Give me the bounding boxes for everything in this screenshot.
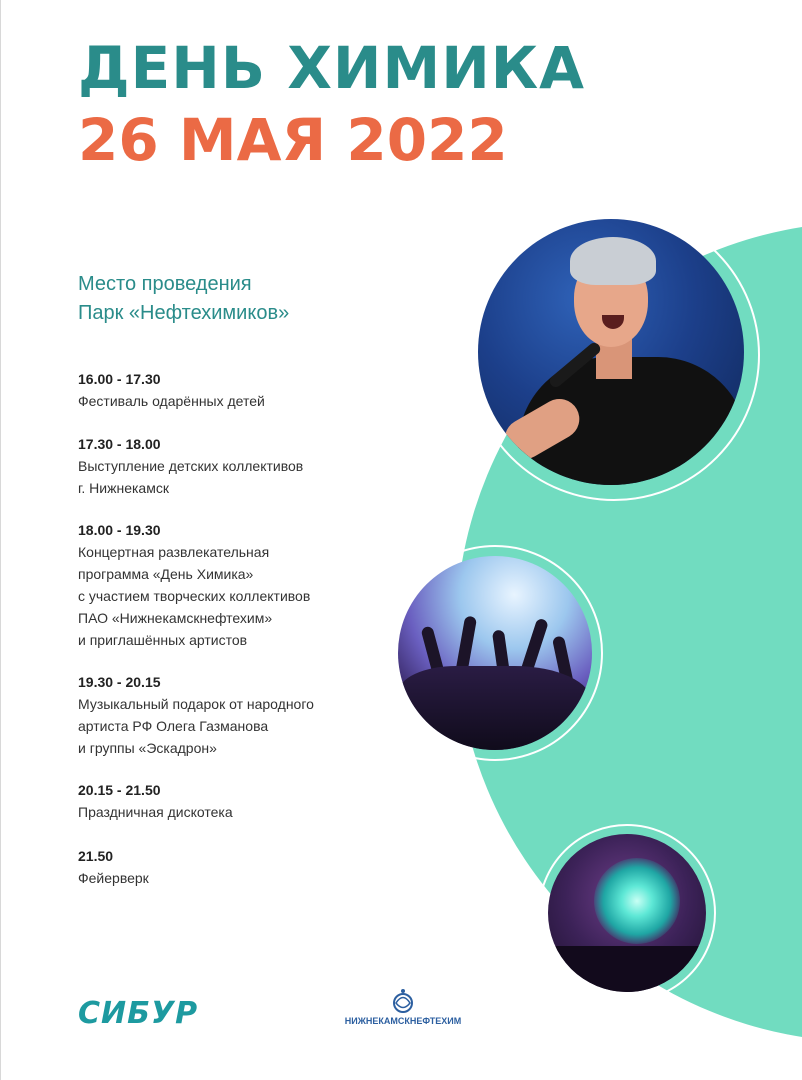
venue-label: Место проведения [78, 273, 252, 295]
schedule-line: с участием творческих коллективов [78, 588, 311, 604]
schedule-line: артиста РФ Олега Газманова [78, 718, 269, 734]
schedule-item [78, 845, 149, 889]
schedule-item [78, 779, 233, 823]
schedule-line: Праздничная дискотека [78, 804, 233, 820]
crowd-silhouette [398, 666, 592, 750]
schedule-time: 18.00 - 19.30 [78, 522, 161, 538]
schedule-time: 21.50 [78, 848, 114, 864]
singer-hair [570, 237, 656, 285]
venue-name: Парк «Нефтехимиков» [78, 302, 290, 324]
schedule-line: программа «День Химика» [78, 566, 254, 582]
event-date: 26 МАЯ 2022 [78, 106, 508, 174]
schedule-line: Фестиваль одарённых детей [78, 393, 265, 409]
schedule-item [78, 368, 265, 412]
crowd-photo [398, 556, 592, 750]
schedule-line: Фейерверк [78, 870, 149, 886]
crowd-silhouette [548, 946, 706, 992]
schedule-time: 20.15 - 21.50 [78, 782, 161, 798]
page-edge [0, 0, 1, 1080]
event-title: ДЕНЬ ХИМИКА [78, 34, 586, 102]
schedule-item [78, 671, 314, 759]
schedule-line: Выступление детских коллективов [78, 458, 304, 474]
schedule-item [78, 519, 310, 651]
schedule-item [78, 433, 303, 499]
nkh-logo [326, 986, 480, 1030]
schedule-time: 16.00 - 17.30 [78, 371, 161, 387]
schedule-line: Музыкальный подарок от народного [78, 696, 314, 712]
firework-burst [594, 858, 680, 944]
sibur-logo: СИБУР [78, 996, 199, 1031]
schedule-line: Концертная развлекательная [78, 544, 270, 560]
schedule-line: г. Нижнекамск [78, 480, 169, 496]
schedule-time: 19.30 - 20.15 [78, 674, 161, 690]
schedule-line: и приглашённых артистов [78, 632, 248, 648]
venue-block [78, 270, 289, 328]
schedule-time: 17.30 - 18.00 [78, 436, 161, 452]
singer-photo [478, 219, 744, 485]
nkh-emblem-icon [326, 986, 480, 1016]
nkh-logo-text: НИЖНЕКАМСКНЕФТЕХИМ [344, 1016, 462, 1026]
schedule-line: ПАО «Нижнекамскнефтехим» [78, 610, 273, 626]
fireworks-photo [548, 834, 706, 992]
schedule-line: и группы «Эскадрон» [78, 740, 217, 756]
